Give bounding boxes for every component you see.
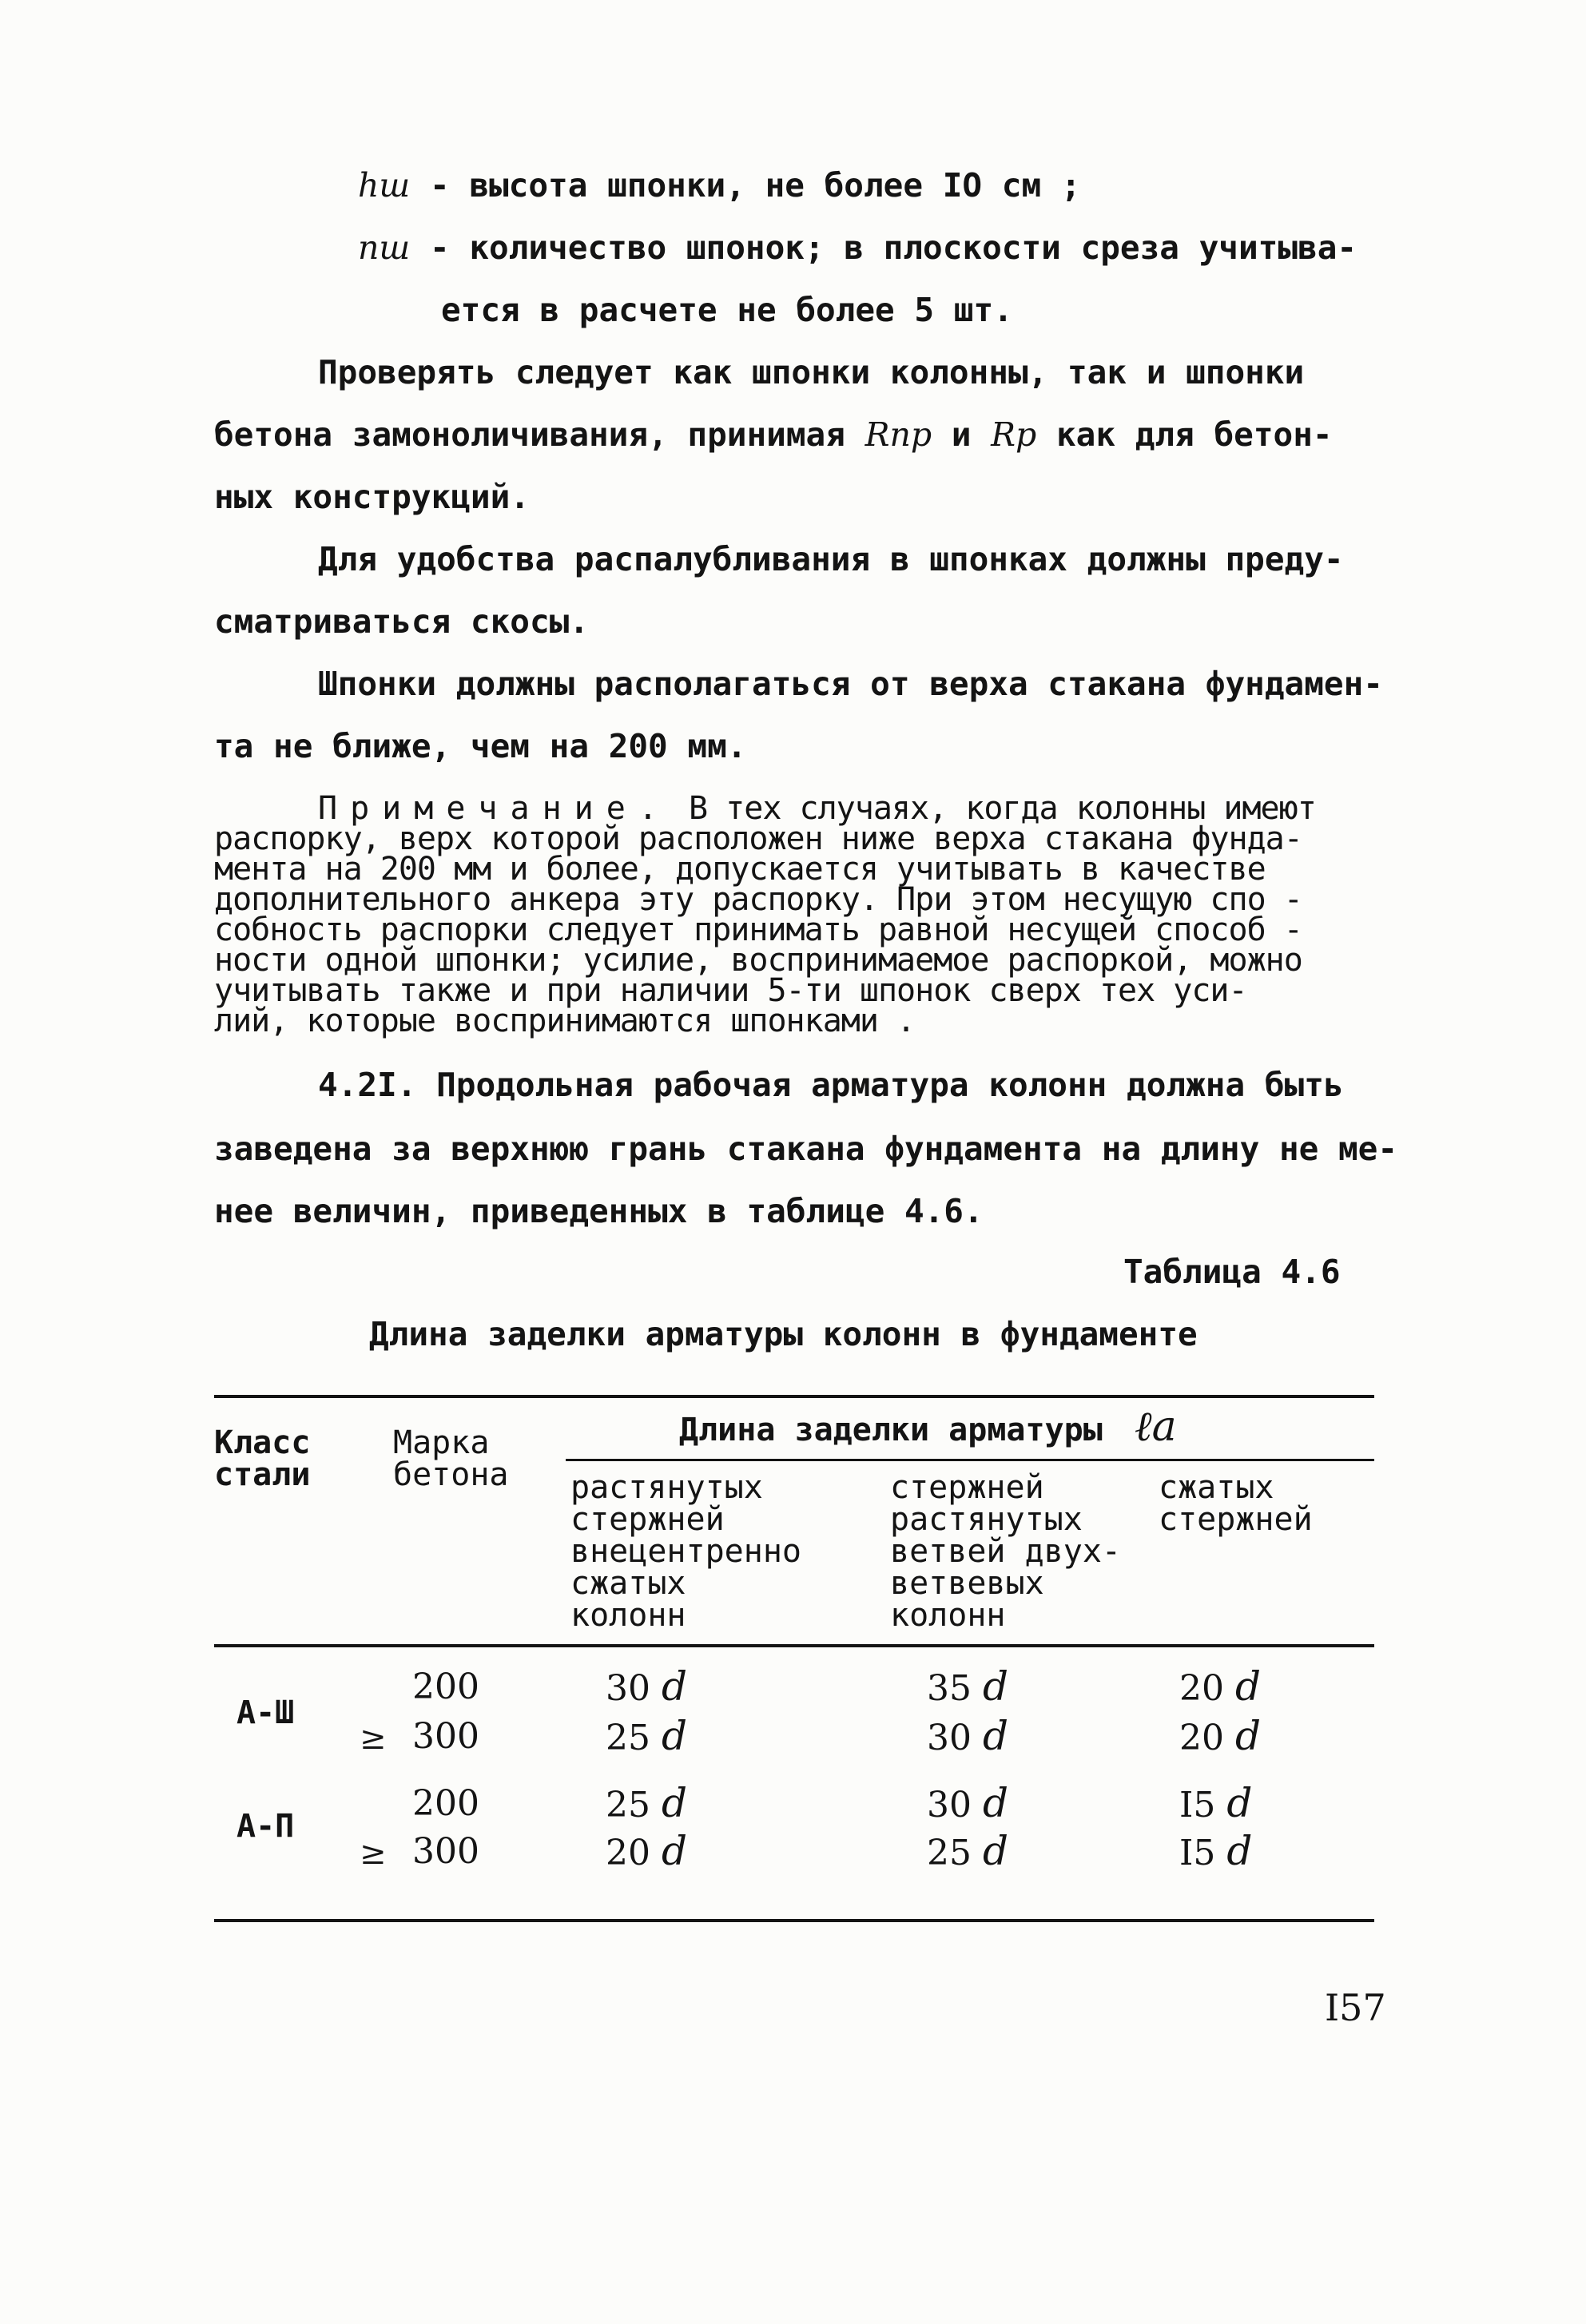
table-group-rule (566, 1459, 1374, 1461)
note-label: Примечание. (318, 790, 670, 827)
table-header-rule (214, 1644, 1374, 1647)
value-a3-300-c3: 20 d (1179, 1713, 1262, 1759)
symbol-h-sh: hш (358, 166, 411, 205)
value-a2-200-c3: I5 d (1179, 1780, 1253, 1826)
grade-a3-200: 200 (412, 1667, 479, 1707)
symbol-l-a: ℓa (1134, 1403, 1177, 1451)
para2-line2: сматриваться скосы. (214, 602, 589, 641)
steel-class-a3: A-Ш (237, 1694, 295, 1731)
note-line-3: дополнительного анкера эту распорку. При этом несущую спо - (214, 881, 1302, 918)
para1-line1: Проверять следует как шпонки колонны, так и шпонки (318, 353, 1305, 391)
para1-line3: ных конструкций. (214, 478, 530, 516)
header-steel-class: Класс стали (214, 1424, 311, 1493)
value-a2-300-c3: I5 d (1179, 1828, 1253, 1874)
para4-line3: нее величин, приведенных в таблице 4.6. (214, 1192, 984, 1230)
header-group: Длина заделки арматуры ℓa (679, 1403, 1177, 1451)
header-sub-col-1: стержней растянутых ветвей двух- ветвевых колонн (890, 1469, 1121, 1634)
value-a3-200-c2: 35 d (927, 1663, 1009, 1710)
symbol-n-sh: nш (358, 228, 411, 267)
note-line-5: ности одной шпонки; усилие, воспринимаемое распоркой, можно (214, 942, 1302, 979)
value-a2-200-c2: 30 d (927, 1780, 1009, 1826)
table-title: Длина заделки арматуры колонн в фундаменте (369, 1315, 1198, 1353)
para3-line2: та не ближе, чем на 200 мм. (214, 727, 747, 765)
symbol-r-p: Rр (991, 415, 1037, 454)
para1-line2: бетона замоноличивания, принимая Rпр и Rр как для бетон- (214, 415, 1333, 454)
note-line-0: Примечание. В тех случаях, когда колонны имеют (318, 790, 1316, 827)
header-concrete-grade: Марка бетона (393, 1424, 509, 1493)
def-nш-cont: ется в расчете не более 5 шт. (441, 291, 1013, 329)
table-label: Таблица 4.6 (1123, 1253, 1341, 1291)
header-sub-col-0: растянутых стержней внецентренно сжатых колонн (570, 1469, 801, 1634)
table-bottom-rule (214, 1919, 1374, 1922)
steel-class-a2: A-П (237, 1808, 295, 1845)
ge-sign-a2: ≥ (360, 1835, 387, 1872)
value-a3-300-c1: 25 d (606, 1713, 688, 1759)
def-hш: hш - высота шпонки, не более IO см ; (358, 166, 1081, 205)
grade-a3-300: 300 (412, 1716, 479, 1757)
ge-sign-a3: ≥ (360, 1720, 387, 1757)
page-number: I57 (1325, 1986, 1386, 2029)
def-text: количество шпонок; в плоскости среза учитыва- (469, 228, 1357, 267)
note-line-6: учитывать также и при наличии 5-ти шпонок сверх тех уси- (214, 972, 1247, 1009)
def-nш: nш - количество шпонок; в плоскости среза учитыва- (358, 228, 1357, 267)
note-line-2: мента на 200 мм и более, допускается учитывать в качестве (214, 851, 1266, 888)
value-a2-200-c1: 25 d (606, 1780, 688, 1826)
table-top-rule (214, 1395, 1374, 1398)
symbol-r-pr: Rпр (865, 415, 932, 454)
para3-line1: Шпонки должны располагаться от верха стакана фундамен- (318, 665, 1383, 703)
value-a2-300-c1: 20 d (606, 1828, 688, 1874)
value-a3-200-c3: 20 d (1179, 1663, 1262, 1710)
para4-line2: заведена за верхнюю грань стакана фундамента на длину не ме- (214, 1130, 1398, 1168)
note-line-7: лий, которые воспринимаются шпонками . (214, 1003, 916, 1039)
para4-line1: 4.2I. Продольная рабочая арматура колонн должна быть (318, 1066, 1344, 1104)
note-line-4: собность распорки следует принимать равной несущей способ - (214, 912, 1302, 948)
value-a3-300-c2: 30 d (927, 1713, 1009, 1759)
para2-line1: Для удобства распалубливания в шпонках должны преду- (318, 540, 1344, 578)
grade-a2-200: 200 (412, 1783, 479, 1824)
def-text: высота шпонки, не более IO см ; (469, 166, 1081, 205)
value-a3-200-c1: 30 d (606, 1663, 688, 1710)
header-sub-col-2: сжатых стержней (1159, 1469, 1313, 1538)
note-line-1: распорку, верх которой расположен ниже верха стакана фунда- (214, 820, 1302, 857)
grade-a2-300: 300 (412, 1831, 479, 1872)
value-a2-300-c2: 25 d (927, 1828, 1009, 1874)
